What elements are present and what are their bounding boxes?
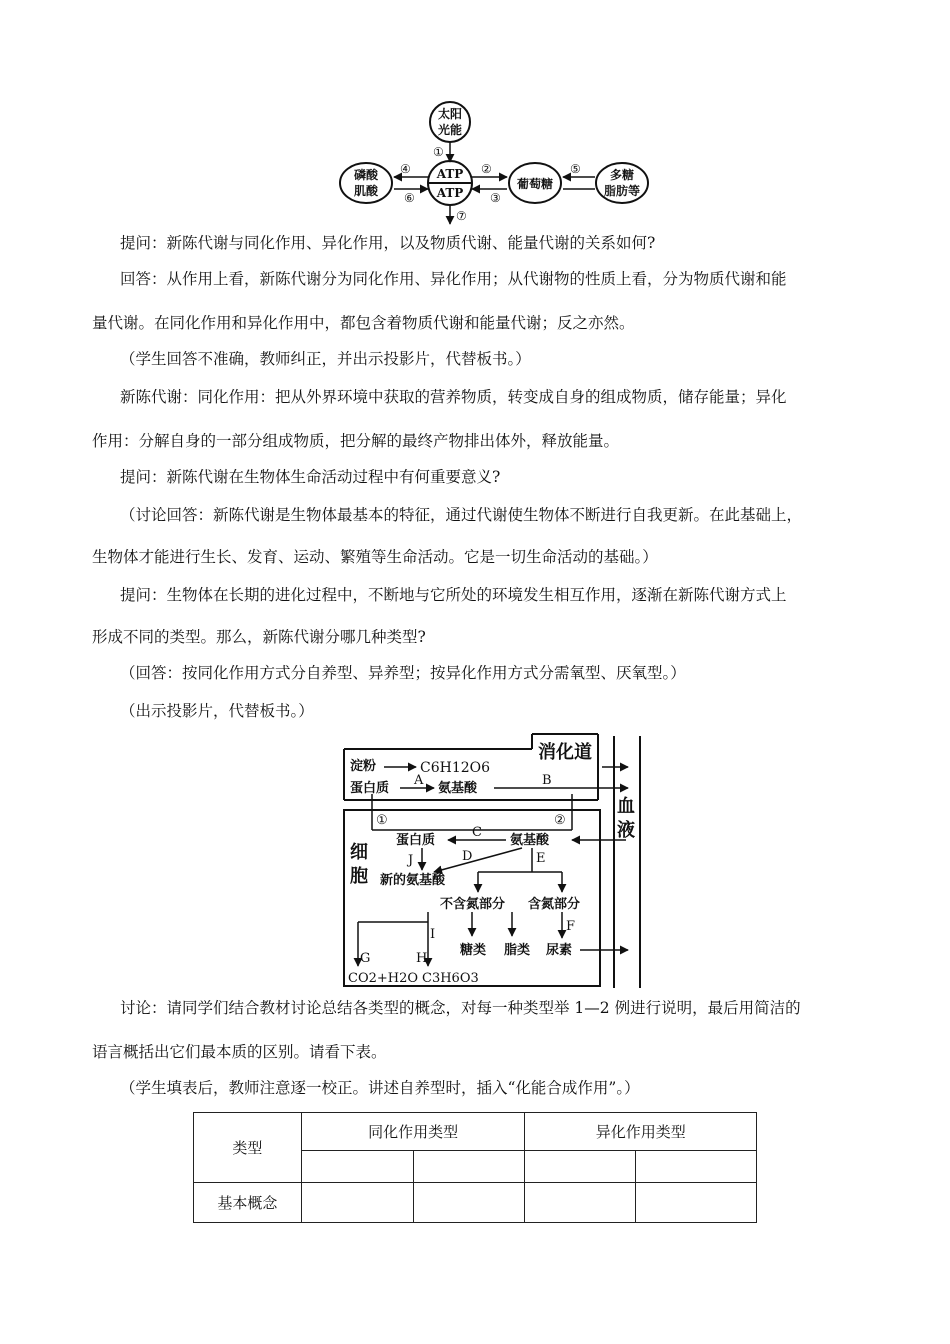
table-cell[interactable] [301,1151,413,1183]
question-3-line-2: 形成不同的类型。那么，新陈代谢分哪几种类型? [92,628,426,646]
table-cell[interactable] [413,1151,525,1183]
left-node-1: 磷酸 [353,168,379,182]
urea: 尿素 [546,943,573,958]
right-node-1: 多糖 [609,168,635,182]
digestive-tract-label: 消化道 [538,742,592,763]
label-I: I [430,927,436,942]
nitrogen-part: 含氮部分 [528,897,581,912]
blood-label-2: 液 [617,820,635,841]
question-2: 提问：新陈代谢在生物体生命活动过程中有何重要意义? [120,468,501,486]
discussion-line-2: 语言概括出它们最本质的区别。请看下表。 [92,1043,387,1061]
discussion-line-1: 讨论：请同学们结合教材讨论总结各类型的概念，对每一种类型举 1—2 例进行说明，最后用简洁的 [120,999,801,1017]
glucose-formula: C6H12O6 [420,760,491,776]
label-G: G [360,951,371,966]
answer-2-line-2: 生物体才能进行生长、发育、运动、繁殖等生命活动。它是一切生命活动的基础。） [92,548,658,566]
label-A: A [414,773,424,788]
arrow-label-5: ⑤ [570,162,581,176]
lactic-acid: C3H6O3 [422,971,479,986]
sugars: 糖类 [460,943,487,958]
label-B: B [542,773,552,788]
table-cell[interactable] [525,1151,636,1183]
arrow-label-4: ④ [400,162,411,176]
arrow-label-7: ⑦ [456,209,467,223]
non-nitrogen-part: 不含氮部分 [440,897,506,912]
circled-1: ① [376,813,388,828]
metabolism-type-table [193,1112,757,1223]
cell-label-2: 胞 [350,866,368,887]
atp-diagram [330,98,690,228]
amino-acid-label-cell: 氨基酸 [510,833,550,848]
label-J: J [408,853,414,868]
table-cell[interactable] [636,1151,757,1183]
note-2: （出示投影片，代替板书。） [120,702,314,720]
atp-bottom: ATP [436,186,464,200]
note-3: （学生填表后，教师注意逐一校正。讲述自养型时，插入“化能合成作用”。） [120,1079,640,1097]
definition-line-1: 新陈代谢：同化作用：把从外界环境中获取的营养物质，转变成自身的组成物质，储存能量；异化 [120,388,787,406]
table-cell[interactable] [636,1183,757,1223]
dissimilation-type-header: 异化作用类型 [525,1113,757,1151]
middle-node: 葡萄糖 [516,177,554,191]
circled-2: ② [554,813,566,828]
sun-label-1: 太阳 [437,107,463,121]
arrow-label-2: ② [481,162,492,176]
lipids: 脂类 [504,943,531,958]
label-H: H [416,951,428,966]
left-node-2: 肌酸 [353,184,379,198]
right-node-2: 脂肪等 [603,184,641,198]
table-cell[interactable] [413,1183,525,1223]
answer-1-line-2: 量代谢。在同化作用和异化作用中，都包含着物质代谢和能量代谢；反之亦然。 [92,314,635,332]
co2-water: CO2+H2O [348,971,419,986]
label-F: F [566,919,576,934]
starch-label: 淀粉 [350,759,377,774]
definition-line-2: 作用：分解自身的一部分组成物质，把分解的最终产物排出体外，释放能量。 [92,432,620,450]
label-C: C [472,825,482,840]
question-3-line-1: 提问：生物体在长期的进化过程中，不断地与它所处的环境发生相互作用，逐渐在新陈代谢方式上 [120,586,787,604]
answer-3: （回答：按同化作用方式分自养型、异养型；按异化作用方式分需氧型、厌氧型。） [120,664,686,682]
label-D: D [462,849,473,864]
cell-label-1: 细 [350,842,368,863]
type-header: 类型 [194,1113,302,1183]
new-amino-acid: 新的氨基酸 [380,873,446,888]
atp-top: ATP [436,167,464,181]
answer-1-line-1: 回答：从作用上看，新陈代谢分为同化作用、异化作用；从代谢物的性质上看，分为物质代谢和能 [120,270,787,288]
basic-concept-label: 基本概念 [194,1183,302,1223]
protein-label-cell: 蛋白质 [396,833,436,848]
label-E: E [536,851,546,866]
arrow-label-1: ① [433,145,444,159]
metabolism-diagram [336,732,656,990]
arrow-label-6: ⑥ [404,191,415,205]
blood-label-1: 血 [617,796,635,817]
question-1: 提问：新陈代谢与同化作用、异化作用，以及物质代谢、能量代谢的关系如何? [120,234,656,252]
table-cell[interactable] [301,1183,413,1223]
assimilation-type-header: 同化作用类型 [301,1113,525,1151]
protein-label-top: 蛋白质 [350,781,390,796]
table-cell[interactable] [525,1183,636,1223]
amino-acid-label-top: 氨基酸 [438,781,478,796]
answer-2-line-1: （讨论回答：新陈代谢是生物体最基本的特征，通过代谢使生物体不断进行自我更新。在此基础上， [120,506,803,524]
note-1: （学生回答不准确，教师纠正，并出示投影片，代替板书。） [120,350,531,368]
sun-label-2: 光能 [437,123,463,137]
arrow-label-3: ③ [490,191,501,205]
